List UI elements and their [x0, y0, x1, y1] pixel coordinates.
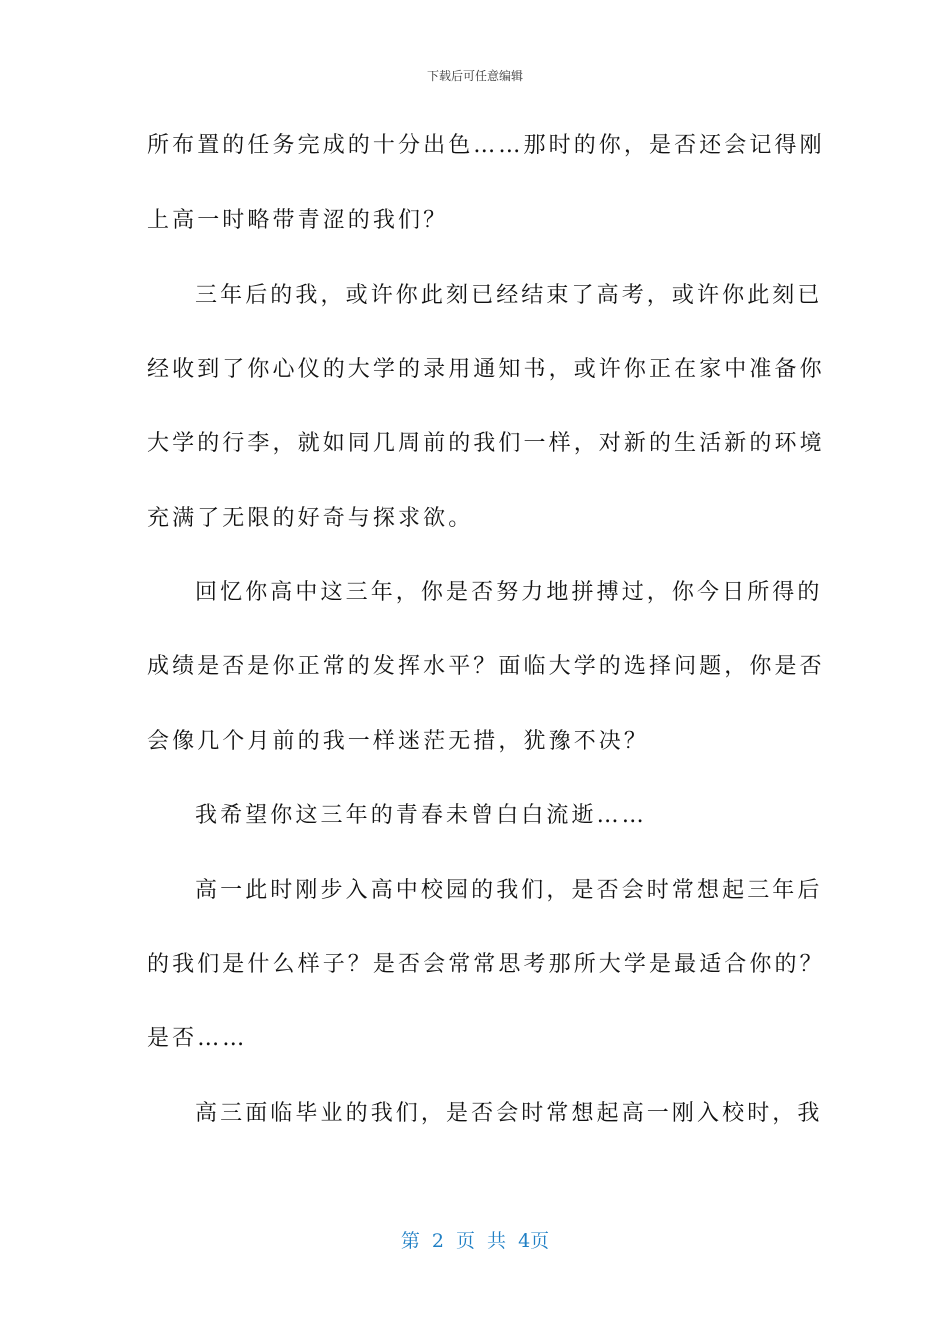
text-line: 会像几个月前的我一样迷茫无措，犹豫不决？ — [147, 729, 650, 754]
page-number: 第 2 页 共 4页 — [400, 1230, 550, 1252]
text-line: 经收到了你心仪的大学的录用通知书，或许你正在家中准备你 — [147, 357, 825, 382]
paragraph-start-line: 高一此时刚步入高中校园的我们，是否会时常想起三年后 — [195, 878, 823, 903]
text-line: 的我们是什么样子？是否会常常思考那所大学是最适合你的？ — [147, 952, 825, 977]
paragraph-start-line: 高三面临毕业的我们，是否会时常想起高一刚入校时，我 — [195, 1101, 823, 1126]
text-line: 充满了无限的好奇与探求欲。 — [147, 506, 474, 531]
paragraph-start-line: 三年后的我，或许你此刻已经结束了高考，或许你此刻已 — [195, 283, 823, 308]
text-line: 所布置的任务完成的十分出色……那时的你，是否还会记得刚 — [147, 133, 825, 158]
text-line: 上高一时略带青涩的我们？ — [147, 208, 449, 233]
paragraph-start-line: 我希望你这三年的青春未曾白白流逝…… — [195, 803, 647, 828]
header-note: 下载后可任意编辑 — [426, 69, 523, 83]
paragraph-start-line: 回忆你高中这三年，你是否努力地拼搏过，你今日所得的 — [195, 580, 823, 605]
text-line: 成绩是否是你正常的发挥水平？面临大学的选择问题，你是否 — [147, 654, 825, 679]
text-line: 是否…… — [147, 1026, 248, 1051]
text-line: 大学的行李，就如同几周前的我们一样，对新的生活新的环境 — [147, 431, 825, 456]
